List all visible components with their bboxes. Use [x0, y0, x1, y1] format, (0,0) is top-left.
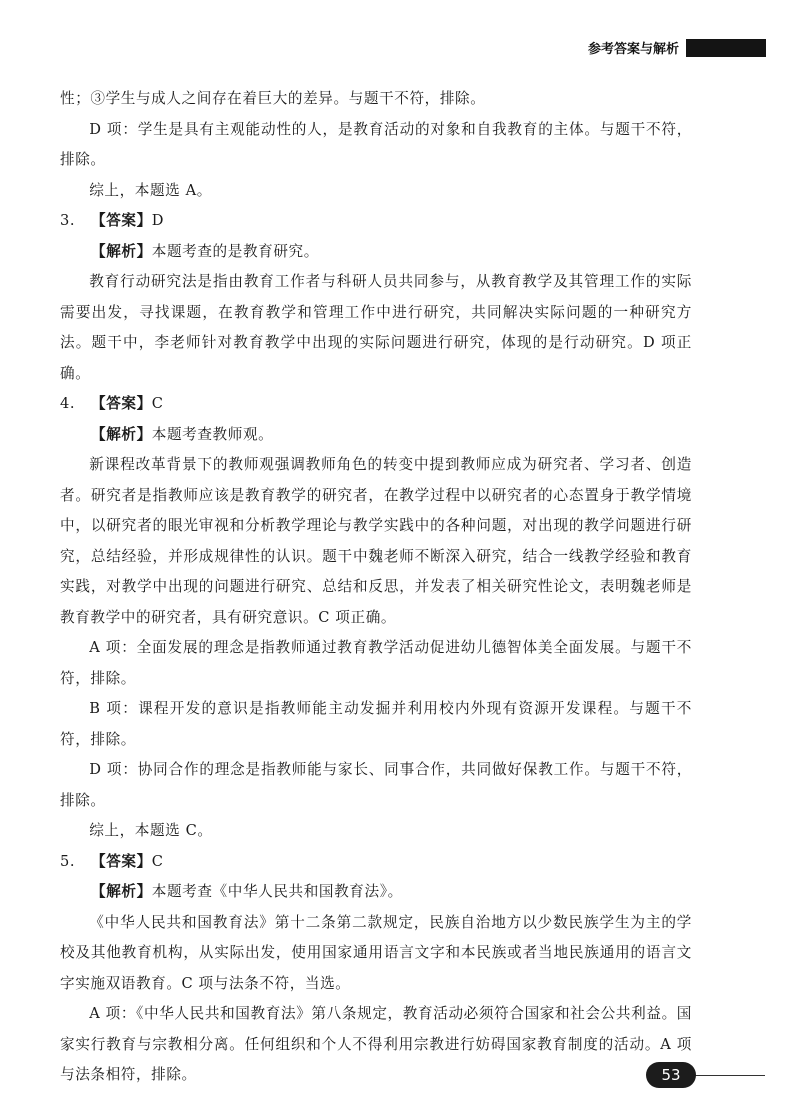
paragraph: D 项：学生是具有主观能动性的人，是教育活动的对象和自我教育的主体。与题干不符，排除。: [60, 120, 692, 168]
answer-label: 【答案】: [91, 395, 152, 412]
paragraph: 综上，本题选 C。: [89, 822, 213, 839]
paragraph: A 项：《中华人民共和国教育法》第八条规定，教育活动必须符合国家和社会公共利益。国家实行教育与宗教相分离。任何组织和个人不得利用宗教进行妨碍国家教育制度的活动。A 项与法条相符，排除。: [60, 1005, 692, 1083]
paragraph: 新课程改革背景下的教师观强调教师角色的转变中提到教师应成为研究者、学习者、创造者。研究者是指教师应该是教育教学的研究者，在教学过程中以研究者的心态置身于教学情境中，以研究者的眼光审视和分析教学理论与教学实践中的各种问题，对出现的教学问题进行研究，总结经验，并形成规律性的认识。题干中魏老师不断深入研究，结合一线教学经验和教育实践，对教学中出现的问题进行研究、总结和反思，并发表了相关研究性论文，表明魏老师是教育教学中的研究者，具有研究意识。C 项正确。: [60, 456, 692, 626]
analysis-intro: 本题考查教师观。: [151, 425, 274, 443]
answer-value: D: [151, 212, 165, 229]
question-number: 3.: [60, 212, 76, 229]
paragraph: 性；③学生与成人之间存在着巨大的差异。与题干不符，排除。: [60, 90, 486, 107]
paragraph: B 项：课程开发的意识是指教师能主动发掘并利用校内外现有资源开发课程。与题干不符，排除。: [60, 700, 692, 748]
question-3-analysis-line: [60, 237, 692, 268]
running-header-title: 参考答案与解析: [588, 42, 680, 57]
analysis-intro: 本题考查《中华人民共和国教育法》。: [151, 883, 403, 900]
footer-rule: [690, 1075, 765, 1076]
question-4-analysis-line: [60, 420, 692, 451]
analysis-label: 【解析】: [91, 425, 152, 443]
paragraph: 综上，本题选 A。: [89, 181, 212, 199]
analysis-label: 【解析】: [91, 242, 152, 260]
answer-label: 【答案】: [91, 212, 152, 229]
question-5-analysis-line: [60, 877, 692, 908]
paragraph: A 项：全面发展的理念是指教师通过教育教学活动促进幼儿德智体美全面发展。与题干不符，排除。: [60, 639, 692, 687]
paragraph: D 项：协同合作的理念是指教师能与家长、同事合作，共同做好保教工作。与题干不符，排除。: [60, 761, 692, 809]
analysis-intro: 本题考查的是教育研究。: [151, 242, 319, 260]
page-content: [60, 84, 692, 1091]
analysis-label: 【解析】: [91, 883, 152, 900]
question-4-answer-line: [60, 389, 692, 420]
answer-value: C: [151, 395, 164, 412]
question-5-answer-line: [60, 847, 692, 878]
paragraph: 《中华人民共和国教育法》第十二条第二款规定，民族自治地方以少数民族学生为主的学校及其他教育机构，从实际出发，使用国家通用语言文字和本民族或者当地民族通用的语言文字实施双语教育。C 项与法条不符，当选。: [60, 913, 692, 992]
answer-value: C: [151, 852, 164, 870]
paragraph: 教育行动研究法是指由教育工作者与科研人员共同参与，从教育教学及其管理工作的实际需要出发，寻找课题，在教育教学和管理工作中进行研究，共同解决实际问题的一种研究方法。题干中，李老师针对教育教学中出现的实际问题进行研究，体现的是行动研究。D 项正确。: [60, 273, 692, 382]
page-number: 53: [646, 1062, 696, 1088]
question-number: 5.: [60, 852, 76, 870]
question-number: 4.: [60, 395, 76, 412]
answer-label: 【答案】: [91, 852, 152, 870]
question-3-answer-line: [60, 206, 692, 237]
header-decoration-bar: [686, 39, 766, 57]
